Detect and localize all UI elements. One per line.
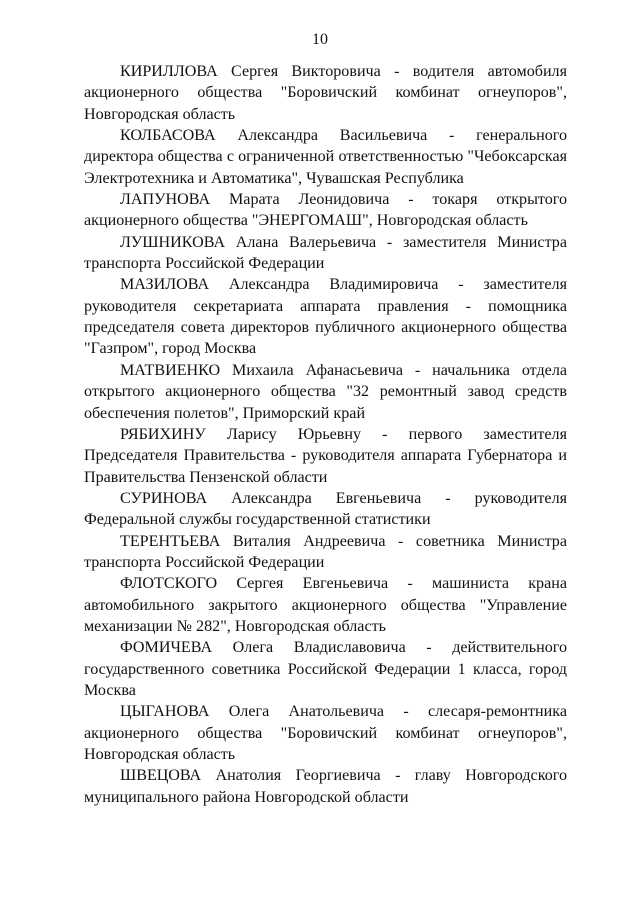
list-item: ФЛОТСКОГО Сергея Евгеньевича - машиниста крана автомобильного закрытого акционерного общества "Управление механизации № 282", Новгородская область [84,575,567,635]
award-list [84,61,567,808]
list-item: КИРИЛЛОВА Сергея Викторовича - водителя автомобиля акционерного общества "Боровичский комбинат огнеупоров", Новгородская область [84,63,567,123]
list-item: МАЗИЛОВА Александра Владимировича - заместителя руководителя секретариата аппарата правления - помощника председателя совета директоров публичного акционерного общества "Газпром", город Москва [84,276,567,358]
list-item: ШВЕЦОВА Анатолия Георгиевича - главу Новгородского муниципального района Новгородской области [84,767,567,806]
list-item: ЛАПУНОВА Марата Леонидовича - токаря открытого акционерного общества "ЭНЕРГОМАШ", Новгородская область [84,191,567,230]
list-item: СУРИНОВА Александра Евгеньевича - руководителя Федеральной службы государственной статистики [84,489,567,529]
list-item: ЛУШНИКОВА Алана Валерьевича - заместителя Министра транспорта Российской Федерации [84,233,567,273]
list-item: КОЛБАСОВА Александра Васильевича - генерального директора общества с ограниченной ответственностью "Чебоксарская Электротехника и Автоматика", Чувашская Республика [84,127,567,187]
list-item: РЯБИХИНУ Ларису Юрьевну - первого заместителя Председателя Правительства - руководителя аппарата Губернатора и Правительства Пензенской области [84,425,567,486]
page-number: 10 [312,31,328,48]
list-item: ЦЫГАНОВА Олега Анатольевича - слесаря-ремонтника акционерного общества "Боровичский комбинат огнеупоров", Новгородская область [84,703,567,763]
list-item: МАТВИЕНКО Михаила Афанасьевича - начальника отдела открытого акционерного общества "32 ремонтный завод средств обеспечения полетов", Приморский край [84,361,567,422]
list-item: ТЕРЕНТЬЕВА Виталия Андреевича - советника Министра транспорта Российской Федерации [84,532,567,571]
list-item: ФОМИЧЕВА Олега Владиславовича - действительного государственного советника Российской Федерации 1 класса, город Москва [84,639,567,699]
